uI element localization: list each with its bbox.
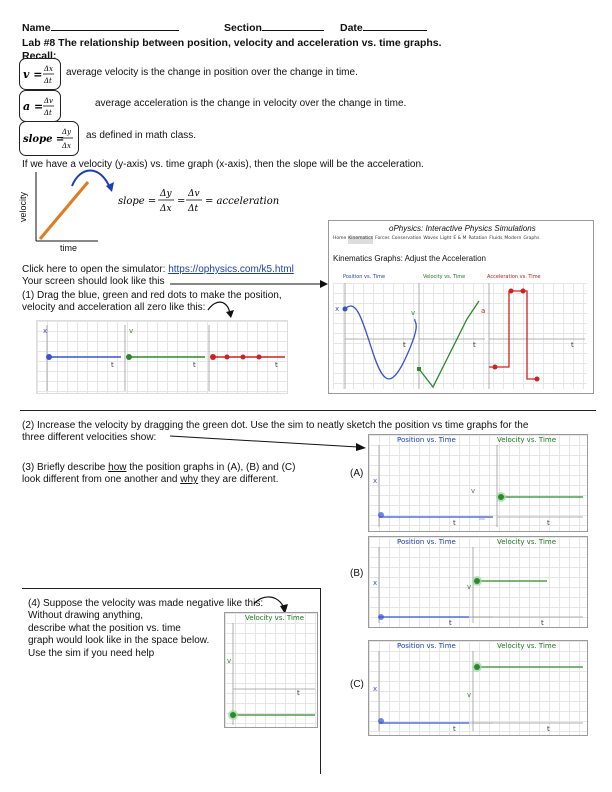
q4-graph-svg xyxy=(225,613,317,727)
page-title: Lab #8 The relationship between position, velocity and acceleration vs. time graphs. xyxy=(22,37,442,49)
sim-t1-label: t xyxy=(403,341,406,349)
pair-b-t2-label: t xyxy=(541,619,544,627)
section-field[interactable] xyxy=(224,22,324,34)
sim-x-label: x xyxy=(335,305,340,313)
pair-a-svg xyxy=(369,435,587,531)
sim-v-label: v xyxy=(411,309,416,317)
pair-c-v-label: v xyxy=(467,691,472,699)
zero-x-label: x xyxy=(43,327,48,335)
q2-arrow xyxy=(170,434,370,454)
question-4-line4: graph would look like in the space below. xyxy=(28,635,210,646)
accel-formula-box xyxy=(19,90,61,122)
sim-nav-kinematics[interactable]: Kinematics xyxy=(348,236,373,244)
simulator-line2: Your screen should look like this xyxy=(22,276,165,287)
sim-t3-label: t xyxy=(571,341,574,349)
pair-c-position-title: Position vs. Time xyxy=(397,642,456,650)
slope-statement: If we have a velocity (y-axis) vs. time graph (x-axis), then the slope will be the acceleration. xyxy=(22,159,424,170)
graph-pair-a xyxy=(368,434,588,532)
sim-a-label: a xyxy=(481,307,486,315)
svg-text:Δt: Δt xyxy=(44,77,52,85)
sim-nav-em[interactable]: E & M xyxy=(453,236,467,241)
svg-text:Δt: Δt xyxy=(188,204,199,214)
pair-a-x-label: x xyxy=(373,477,378,485)
question-4-line2: Without drawing anything, xyxy=(28,610,144,621)
svg-text:Δv: Δv xyxy=(44,97,54,105)
question-4-line3: describe what the position vs. time xyxy=(28,623,181,634)
sketch-y-label: velocity xyxy=(18,191,28,222)
pair-b-position-title: Position vs. Time xyxy=(397,538,456,546)
svg-text:Δy: Δy xyxy=(160,189,172,199)
name-label: Name xyxy=(22,22,51,34)
label-c: (C) xyxy=(350,679,364,690)
accel-definition: average acceleration is the change in velocity over the change in time. xyxy=(95,98,407,109)
svg-text:Δt: Δt xyxy=(44,109,52,117)
pair-a-v-label: v xyxy=(471,487,476,495)
sim-graph-area xyxy=(333,283,587,389)
q4-top-rule xyxy=(22,588,320,589)
velocity-formula-box xyxy=(19,58,61,90)
sim-t2-label: t xyxy=(473,341,476,349)
sketch-velocity-line xyxy=(40,182,88,239)
question-2-line2: three different velocities show: xyxy=(22,432,157,443)
pair-c-velocity-title: Velocity vs. Time xyxy=(497,642,557,650)
pair-c-x-label: x xyxy=(373,685,378,693)
sim-nav-light[interactable]: Light xyxy=(440,236,452,241)
pair-c-svg xyxy=(369,641,587,735)
recall-heading: Recall: xyxy=(22,50,57,62)
label-a: (A) xyxy=(350,468,364,479)
q4-right-rule xyxy=(320,588,321,774)
pair-a-t2-label: t xyxy=(547,519,550,527)
svg-text:Δx: Δx xyxy=(62,142,72,150)
pair-a-position-title: Position vs. Time xyxy=(397,436,456,444)
sim-nav-graphs[interactable]: Graphs xyxy=(523,236,540,241)
pair-a-velocity-title: Velocity vs. Time xyxy=(497,436,557,444)
question-3-line2-pre: look different from one another and xyxy=(22,474,178,485)
svg-text:= acceleration: = acceleration xyxy=(205,196,280,207)
simulator-link[interactable]: https://ophysics.com/k5.html xyxy=(168,264,294,275)
velocity-formula xyxy=(20,59,60,89)
question-4-line1: (4) Suppose the velocity was made negative like this: xyxy=(28,598,264,609)
zero-t3-label: t xyxy=(275,361,278,369)
pair-c-t2-label: t xyxy=(547,725,550,733)
pair-b-v-label: v xyxy=(467,583,472,591)
sim-vel-title: Velocity vs. Time xyxy=(423,274,466,280)
slope-formula-box xyxy=(19,121,79,156)
sim-nav-waves[interactable]: Waves xyxy=(423,236,439,241)
question-3-line2 xyxy=(22,474,279,486)
sim-nav-forces[interactable]: Forces xyxy=(375,236,390,241)
sim-nav-home[interactable]: Home xyxy=(333,236,347,241)
accel-formula xyxy=(20,91,60,121)
sim-acc-title: Acceleration vs. Time xyxy=(487,274,541,280)
question-3-why: why xyxy=(180,474,199,485)
pointer-arrows xyxy=(170,270,330,320)
q4-v-label: v xyxy=(227,657,232,665)
pair-c-t1-label: t xyxy=(453,725,456,733)
question-3-line2-post: they are different. xyxy=(200,474,279,485)
slope-definition: as defined in math class. xyxy=(86,130,197,141)
sim-graphs-svg xyxy=(333,283,587,389)
pair-b-x-label: x xyxy=(373,579,378,587)
svg-text:v =: v = xyxy=(23,68,43,81)
negative-velocity-graph xyxy=(224,612,318,728)
svg-text:slope =: slope = xyxy=(118,196,157,207)
sim-nav-conservation[interactable]: Conservation xyxy=(391,236,422,241)
zero-t1-label: t xyxy=(111,361,114,369)
sim-nav-modern[interactable]: Modern xyxy=(504,236,522,241)
sim-velocity-line xyxy=(419,301,479,387)
pair-a-t1-label: t xyxy=(453,519,456,527)
instruction-1-line1: (1) Drag the blue, green and red dots to make the position, xyxy=(22,290,282,301)
question-3-line1 xyxy=(22,462,295,474)
svg-text:slope =: slope = xyxy=(23,134,65,145)
q4-t-label: t xyxy=(297,689,300,697)
label-b: (B) xyxy=(350,568,364,579)
zeroed-graphs xyxy=(36,320,288,394)
svg-text:Δx: Δx xyxy=(160,204,172,214)
simulator-intro-text: Click here to open the simulator: xyxy=(22,264,166,275)
zeroed-graphs-svg xyxy=(37,321,287,393)
instruction-1-line2: velocity and acceleration all zero like this: xyxy=(22,302,206,313)
svg-text:a =: a = xyxy=(23,100,44,113)
pair-b-svg xyxy=(369,537,587,627)
sim-page-title: Kinematics Graphs: Adjust the Acceleration xyxy=(333,254,486,263)
question-4-line5: Use the sim if you need help xyxy=(28,648,155,659)
sim-nav-rotation[interactable]: Rotation xyxy=(468,236,488,241)
slope-equation-text xyxy=(0,0,1,1)
sim-nav xyxy=(333,236,589,244)
sim-site-title: oPhysics: Interactive Physics Simulations xyxy=(389,224,536,233)
slope-formula xyxy=(20,122,78,155)
name-field[interactable] xyxy=(22,22,179,34)
pair-b-velocity-title: Velocity vs. Time xyxy=(497,538,557,546)
date-field[interactable] xyxy=(340,22,427,34)
sim-nav-fluids[interactable]: Fluids xyxy=(489,236,503,241)
date-label: Date xyxy=(340,22,363,34)
question-3-line1-post: the position graphs in (A), (B) and (C) xyxy=(129,462,296,473)
svg-text:Δx: Δx xyxy=(44,65,54,73)
question-3-line1-pre: (3) Briefly describe xyxy=(22,462,106,473)
section-divider xyxy=(20,410,596,411)
section-label: Section xyxy=(224,22,262,34)
svg-text:=: = xyxy=(177,196,186,207)
zero-t2-label: t xyxy=(193,361,196,369)
graph-pair-b xyxy=(368,536,588,628)
velocity-definition: average velocity is the change in position over the change in time. xyxy=(66,67,358,78)
simulator-screenshot xyxy=(328,220,594,394)
svg-text:Δy: Δy xyxy=(62,128,72,136)
sketch-arrow xyxy=(72,171,110,189)
question-2-line1: (2) Increase the velocity by dragging the green dot. Use the sim to neatly sketch the position vs time graphs for the xyxy=(22,420,529,431)
sketch-x-label: time xyxy=(60,243,78,253)
sim-pos-title: Position vs. Time xyxy=(343,274,386,280)
question-3-how: how xyxy=(108,462,127,473)
slope-formula-text xyxy=(20,160,21,161)
q4-graph-title: Velocity vs. Time xyxy=(245,614,305,622)
graph-pair-c xyxy=(368,640,588,736)
svg-text:Δv: Δv xyxy=(188,189,200,199)
zero-v-label: v xyxy=(129,327,134,335)
pair-b-t1-label: t xyxy=(449,619,452,627)
